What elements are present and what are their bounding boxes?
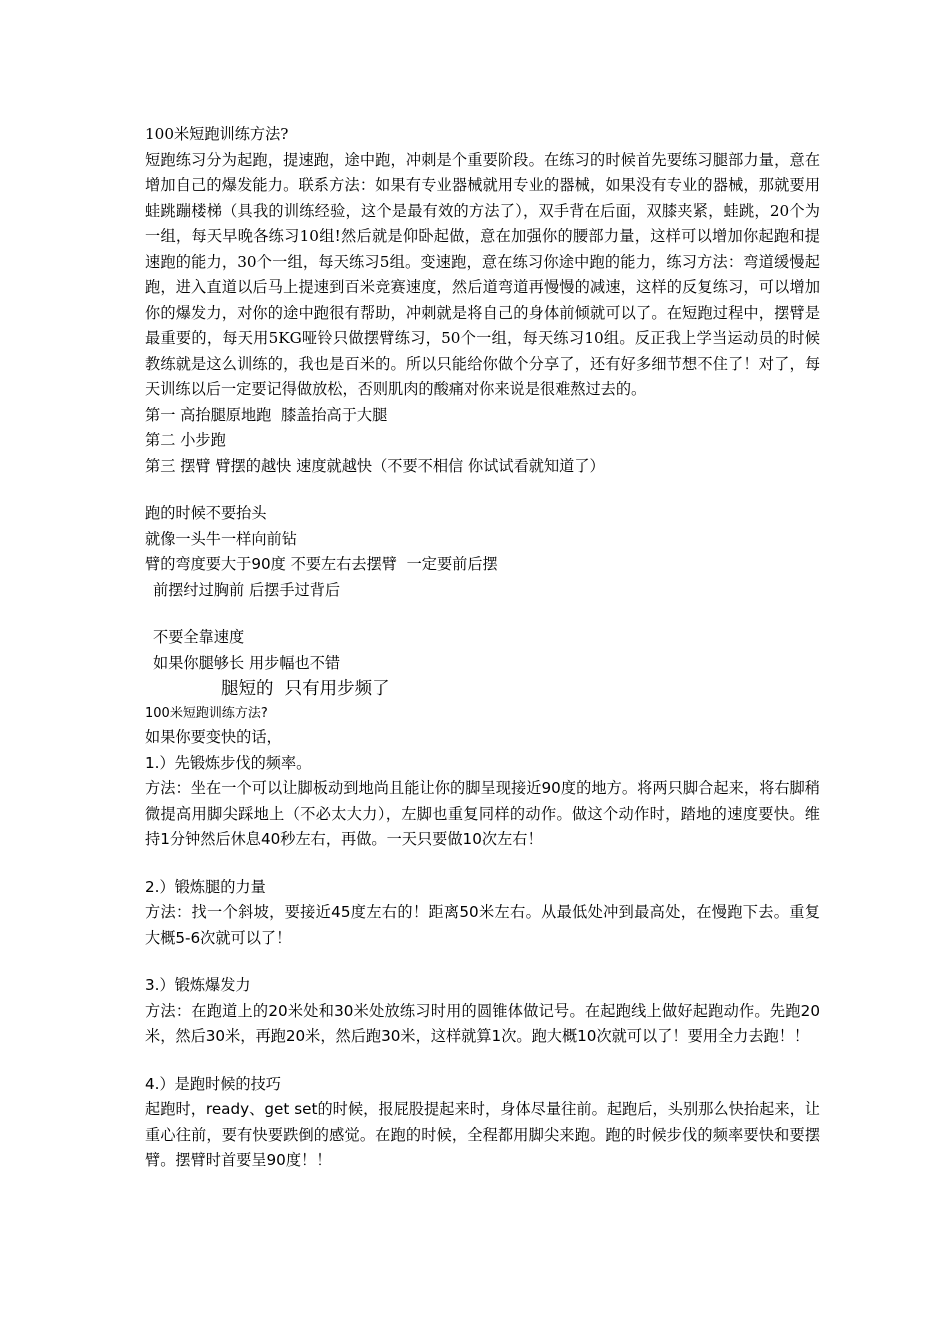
section-1-heading: 1.）先锻炼步伐的频率。 (145, 753, 312, 772)
tip-arm-swing: 前摆纣过胸前 后摆手过背后 (153, 580, 341, 599)
tip-arm-angle: 臂的弯度要大于90度 不要左右去摆臂 一定要前后摆 (145, 555, 498, 573)
spacer (145, 603, 820, 625)
tip-long-legs: 如果你腿够长 用步幅也不错 (153, 653, 341, 672)
section-2-heading: 2.）锻炼腿的力量 (145, 877, 266, 896)
spacer (145, 951, 820, 973)
lead-line: 如果你要变快的话， (145, 728, 282, 746)
section-4-body: 起跑时，ready、get set的时候，报屁股提起来时，身体尽量往前。起跑后，头别那么快抬起来，让重心往前，要有快要跌倒的感觉。在跑的时候，全程都用脚尖来跑。跑的时候步伐的频率要快和要摆臂。摆臂时首要呈90度！！ (145, 1100, 820, 1169)
spacer (145, 853, 820, 875)
doc-title-1: 100米短跑训练方法? (145, 125, 289, 143)
section-1-body: 方法：坐在一个可以让脚板动到地尚且能让你的脚呈现接近90度的地方。将两只脚合起来，将右脚稍微提高用脚尖踩地上（不必太大力），左脚也重复同样的动作。做这个动作时，踏地的速度要快。维持1分钟然后休息40秒左右，再做。一天只要做10次左右！ (145, 779, 820, 848)
drill-first: 第一 高抬腿原地跑 膝盖抬高于大腿 (145, 405, 388, 424)
drill-third: 第三 摆臂 臂摆的越快 速度就越快（不要不相信 你试试看就知道了） (145, 456, 605, 475)
section-3-body: 方法：在跑道上的20米处和30米处放练习时用的圆锥体做记号。在起跑线上做好起跑动作。先跑20米，然后30米，再跑20米，然后跑30米，这样就算1次。跑大概10次就可以了！要用全力去跑！！ (145, 1001, 820, 1045)
doc-title-2: 100米短跑训练方法? (145, 706, 268, 721)
document-page (145, 122, 820, 1174)
tip-like-bull: 就像一头牛一样向前钻 (145, 529, 297, 548)
intro-paragraph: 短跑练习分为起跑，提速跑，途中跑，冲刺是个重要阶段。在练习的时候首先要练习腿部力量，意在增加自己的爆发能力。联系方法：如果有专业器械就用专业的器械，如果没有专业的器械，那就要用蛙跳蹦楼梯（具我的训练经验，这个是最有效的方法了），双手背在后面，双膝夹紧，蛙跳，20个为一组，每天早晚各练习10组!然后就是仰卧起做，意在加强你的腰部力量，这样可以增加你起跑和提速跑的能力，30个一组，每天练习5组。变速跑，意在练习你途中跑的能力，练习方法：弯道缓慢起跑，进入直道以后马上提速到百米竞赛速度，然后道弯道再慢慢的减速，这样的反复练习，可以增加你的爆发力，对你的途中跑很有帮助，冲刺就是将自己的身体前倾就可以了。在短跑过程中，摆臂是最重要的，每天用5KG哑铃只做摆臂练习，50个一组，每天练习10组。反正我上学当运动员的时候教练就是这么训练的，我也是百米的。所以只能给你做个分享了，还有好多细节想不住了！对了，每天训练以后一定要记得做放松，否则肌肉的酸痛对你来说是很难熬过去的。 (145, 150, 820, 398)
drill-second: 第二 小步跑 (145, 431, 226, 449)
section-3-heading: 3.）锻炼爆发力 (145, 976, 251, 994)
section-4-heading: 4.）是跑时候的技巧 (145, 1074, 281, 1093)
tip-short-legs: 腿短的 只有用步频了 (221, 679, 390, 699)
spacer (145, 479, 820, 501)
tip-no-head-up: 跑的时候不要抬头 (145, 504, 267, 522)
tip-not-speed: 不要全靠速度 (153, 628, 245, 646)
spacer (145, 1050, 820, 1072)
section-2-body: 方法：找一个斜坡，要接近45度左右的！距离50米左右。从最低处冲到最高处，在慢跑下去。重复大概5-6次就可以了！ (145, 903, 820, 947)
